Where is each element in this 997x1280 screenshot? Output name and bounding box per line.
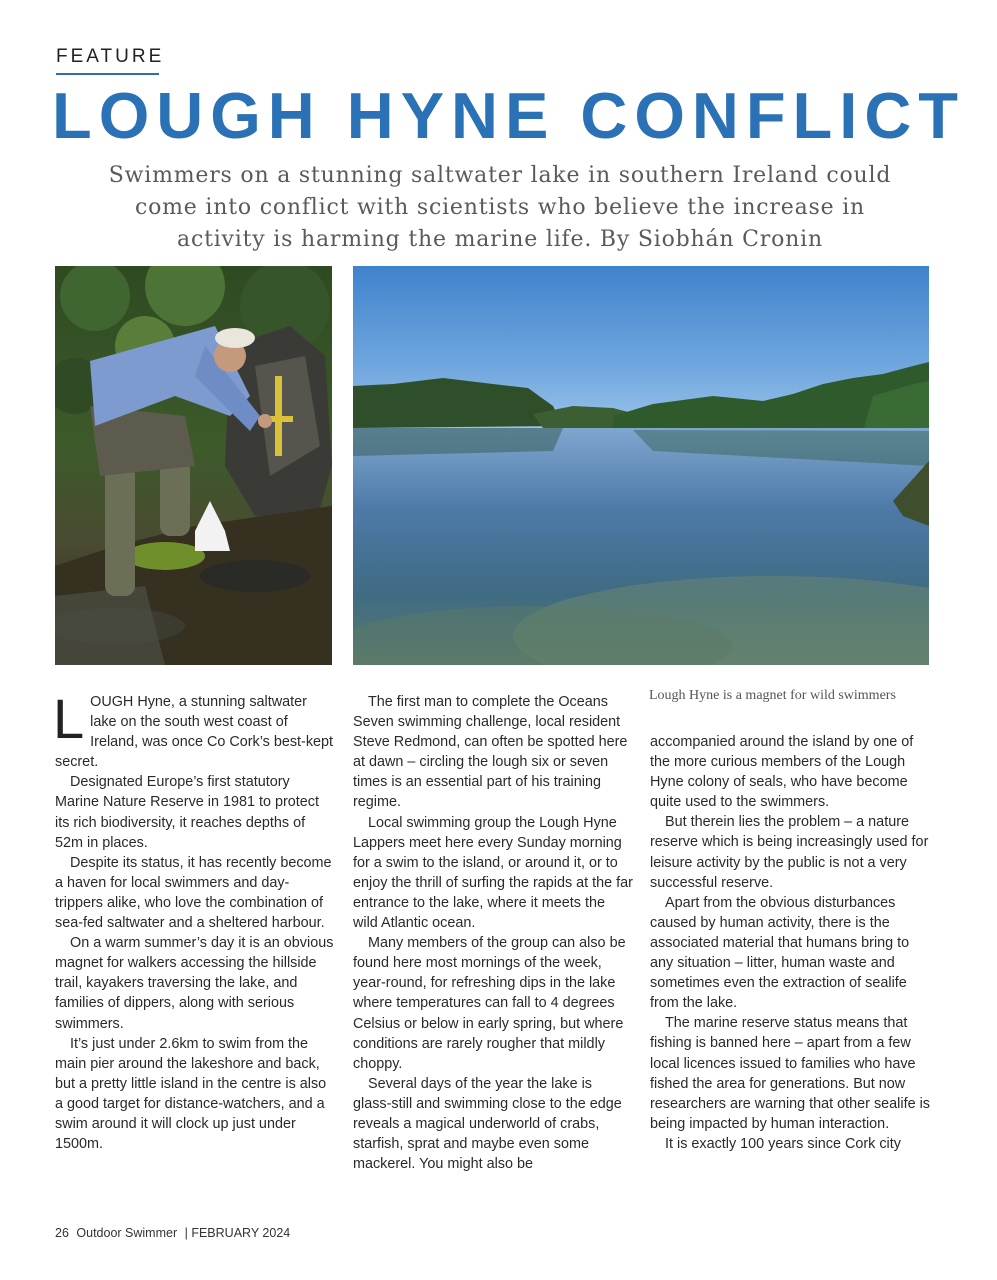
issue-date: | FEBRUARY 2024 [184,1226,291,1240]
photo-caption: Lough Hyne is a magnet for wild swimmers [649,688,896,703]
headline: LOUGH HYNE CONFLICT [52,79,965,152]
page-number: 26 [55,1226,69,1240]
paragraph: Many members of the group can also be found here most mornings of the week, year-round, for refreshing dips in the lake where temperatures can fall to 4 degrees Celsius or below in early spring, but where conditions are rarely rougher that mildly choppy. [353,935,626,1072]
body-column-2 [353,692,633,1174]
photo-man-at-rock [55,266,332,665]
paragraph: Local swimming group the Lough Hyne Lappers meet here every Sunday morning for a swim to the island, or around it, or to enjoy the thrill of surfing the rapids at the far entrance to the lake, where it meets the wild Atlantic ocean. [353,814,633,932]
paragraph: But therein lies the problem – a nature reserve which is being increasingly used for leisure activity by the public is not a very successful reserve. [650,814,929,891]
body-column-3 [650,732,930,1154]
paragraph: Designated Europe’s first statutory Marine Nature Reserve in 1981 to protect its rich biodiversity, it reaches depths of 52m in places. [55,774,319,851]
paragraph: Apart from the obvious disturbances caused by human activity, there is the associated material that humans bring to any situation – litter, human waste and sometimes even the extraction of sealife from the lake. [650,894,910,1012]
paragraph: The marine reserve status means that fishing is banned here – apart from a few local licences issued to families who have fished the area for generations. But now researchers are warning that other sealife is being impacted by human interaction. [650,1015,930,1132]
section-label: FEATURE [56,46,165,67]
paragraph: The first man to complete the Oceans Seven swimming challenge, local resident Steve Redmond, can often be spotted here at dawn – circling the lough six or seven times is an essential part of his training regime. [353,694,628,811]
paragraph: accompanied around the island by one of the more curious members of the Lough Hyne colony of seals, who have become quite used to the swimmers. [650,734,914,811]
paragraph: It’s just under 2.6km to swim from the main pier around the lakeshore and back, but a pretty little island in the centre is also a good target for distance-watchers, and a swim around it will clock up just under 1500m. [55,1035,327,1153]
body-column-1 [53,687,335,1154]
section-rule [56,73,159,75]
paragraph: It is exactly 100 years since Cork city [665,1135,901,1152]
paragraph: On a warm summer’s day it is an obvious magnet for walkers accessing the hillside trail, kayakers traversing the lake, and families of dippers, along with serious swimmers. [55,935,334,1032]
paragraph: Several days of the year the lake is glass-still and swimming close to the edge reveals a magical underworld of crabs, starfish, sprat and maybe even some mackerel. You might also be [353,1075,622,1173]
magazine-name: Outdoor Swimmer [76,1226,178,1240]
photo-lake-landscape [353,266,929,665]
paragraph [53,687,335,772]
standfirst: Swimmers on a stunning saltwater lake in southern Ireland could come into conflict with scientists who believe the increase in activity is harming the marine life. By Siobhán Cronin [108,163,892,252]
drop-cap: L [53,687,85,750]
paragraph-text: OUGH Hyne, a stunning saltwater lake on the south west coast of Ireland, was once Co Cork’s best-kept secret. [55,694,334,771]
page-footer [55,1226,294,1240]
paragraph: Despite its status, it has recently become a haven for local swimmers and day-trippers alike, who love the combination of sea-fed saltwater and a sheltered harbour. [55,854,332,932]
